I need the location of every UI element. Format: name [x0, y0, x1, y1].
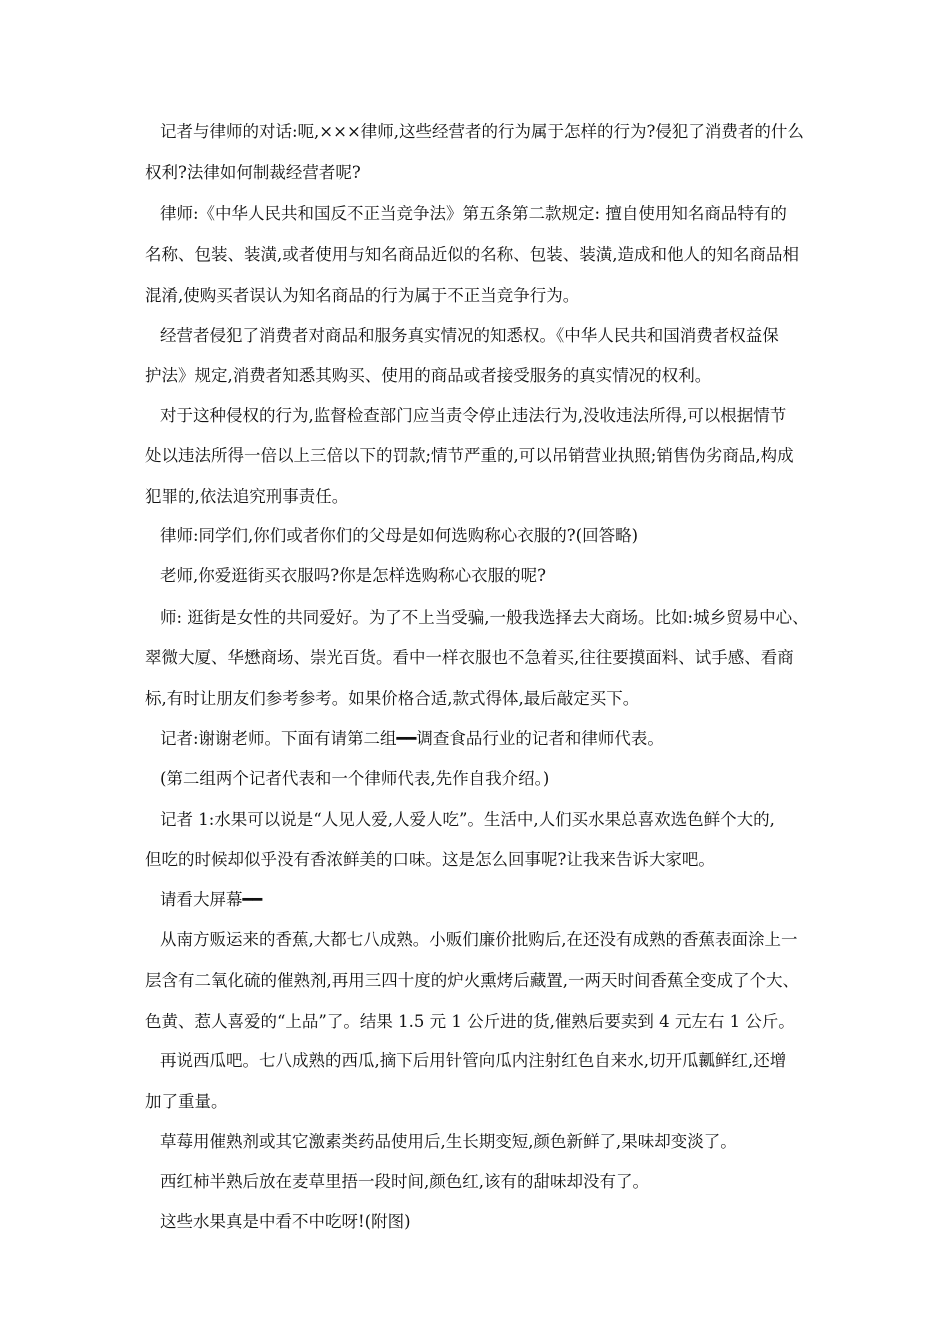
text-line: (第二组两个记者代表和一个律师代表,先作自我介绍。) — [160, 769, 550, 788]
text-line: 翠微大厦、华懋商场、崇光百货。看中一样衣服也不急着买,往往要摸面料、试手感、看商 — [145, 648, 794, 667]
text-line: 草莓用催熟剂或其它激素类药品使用后,生长期变短,颜色新鲜了,果味却变淡了。 — [160, 1132, 737, 1151]
text-line: 律师:《中华人民共和国反不正当竞争法》第五条第二款规定: 擅自使用知名商品特有的 — [160, 204, 787, 223]
text-line: 混淆,使购买者误认为知名商品的行为属于不正当竞争行为。 — [145, 286, 580, 305]
paragraph — [145, 603, 809, 708]
paragraph — [145, 521, 638, 551]
paragraph — [145, 1046, 787, 1111]
text-line: 师: 逛街是女性的共同爱好。为了不上当受骗,一般我选择去大商场。比如:城乡贸易中心、 — [160, 608, 809, 627]
text-line: 这些水果真是中看不中吃呀!(附图) — [160, 1212, 411, 1231]
text-line: 名称、包装、装潢,或者使用与知名商品近似的名称、包装、装潢,造成和他人的知名商品相 — [145, 245, 799, 264]
paragraph — [145, 1127, 737, 1157]
text-line: 但吃的时候却似乎没有香浓鲜美的口味。这是怎么回事呢?让我来告诉大家吧。 — [145, 850, 715, 869]
text-line: 记者 1:水果可以说是“人见人爱,人爱人吃”。生活中,人们买水果总喜欢选色鲜个大的, — [160, 810, 775, 829]
paragraph — [145, 117, 810, 182]
text-line: 从南方贩运来的香蕉,大都七八成熟。小贩们廉价批购后,在还没有成熟的香蕉表面涂上一 — [160, 930, 798, 949]
text-line: 色黄、惹人喜爱的“上品”了。结果 1.5 元 1 公斤进的货,催熟后要卖到 4 元左右 1 公斤。 — [145, 1012, 795, 1031]
text-line: 请看大屏幕━━ — [160, 890, 263, 909]
text-line: 记者与律师的对话:呃,×××律师,这些经营者的行为属于怎样的行为?侵犯了消费者的什么 — [160, 122, 804, 141]
text-line: 犯罪的,依法追究刑事责任。 — [145, 487, 349, 506]
text-line: 老师,你爱逛街买衣服吗?你是怎样选购称心衣服的呢? — [160, 566, 546, 585]
paragraph — [145, 925, 799, 1031]
paragraph — [145, 561, 546, 591]
paragraph — [145, 805, 775, 869]
text-line: 标,有时让朋友们参考参考。如果价格合适,款式得体,最后敲定买下。 — [145, 689, 640, 708]
text-line: 护法》规定,消费者知悉其购买、使用的商品或者接受服务的真实情况的权利。 — [145, 366, 712, 385]
text-line: 处以违法所得一倍以上三倍以下的罚款;情节严重的,可以吊销营业执照;销售伪劣商品,构成 — [145, 446, 794, 465]
paragraph — [145, 199, 799, 305]
text-line: 西红柿半熟后放在麦草里捂一段时间,颜色红,该有的甜味却没有了。 — [160, 1172, 649, 1191]
paragraph — [145, 401, 794, 506]
paragraph — [145, 321, 779, 385]
text-line: 加了重量。 — [145, 1092, 228, 1111]
text-line: 对于这种侵权的行为,监督检查部门应当责令停止违法行为,没收违法所得,可以根据情节 — [160, 406, 787, 425]
text-line: 权利?法律如何制裁经营者呢? — [145, 163, 361, 182]
text-line: 经营者侵犯了消费者对商品和服务真实情况的知悉权。《中华人民共和国消费者权益保 — [160, 326, 779, 345]
text-line: 层含有二氧化硫的催熟剂,再用三四十度的炉火熏烤后藏置,一两天时间香蕉全变成了个大、 — [145, 971, 799, 990]
paragraph — [145, 1167, 649, 1197]
paragraph — [145, 1207, 411, 1237]
text-line: 记者:谢谢老师。下面有请第二组━━调查食品行业的记者和律师代表。 — [160, 729, 664, 748]
paragraph — [145, 885, 262, 915]
text-line: 再说西瓜吧。七八成熟的西瓜,摘下后用针管向瓜内注射红色自来水,切开瓜瓤鲜红,还增 — [160, 1051, 787, 1070]
text-line: 律师:同学们,你们或者你们的父母是如何选购称心衣服的?(回答略) — [160, 526, 639, 545]
paragraph — [145, 764, 549, 794]
paragraph — [145, 724, 664, 754]
